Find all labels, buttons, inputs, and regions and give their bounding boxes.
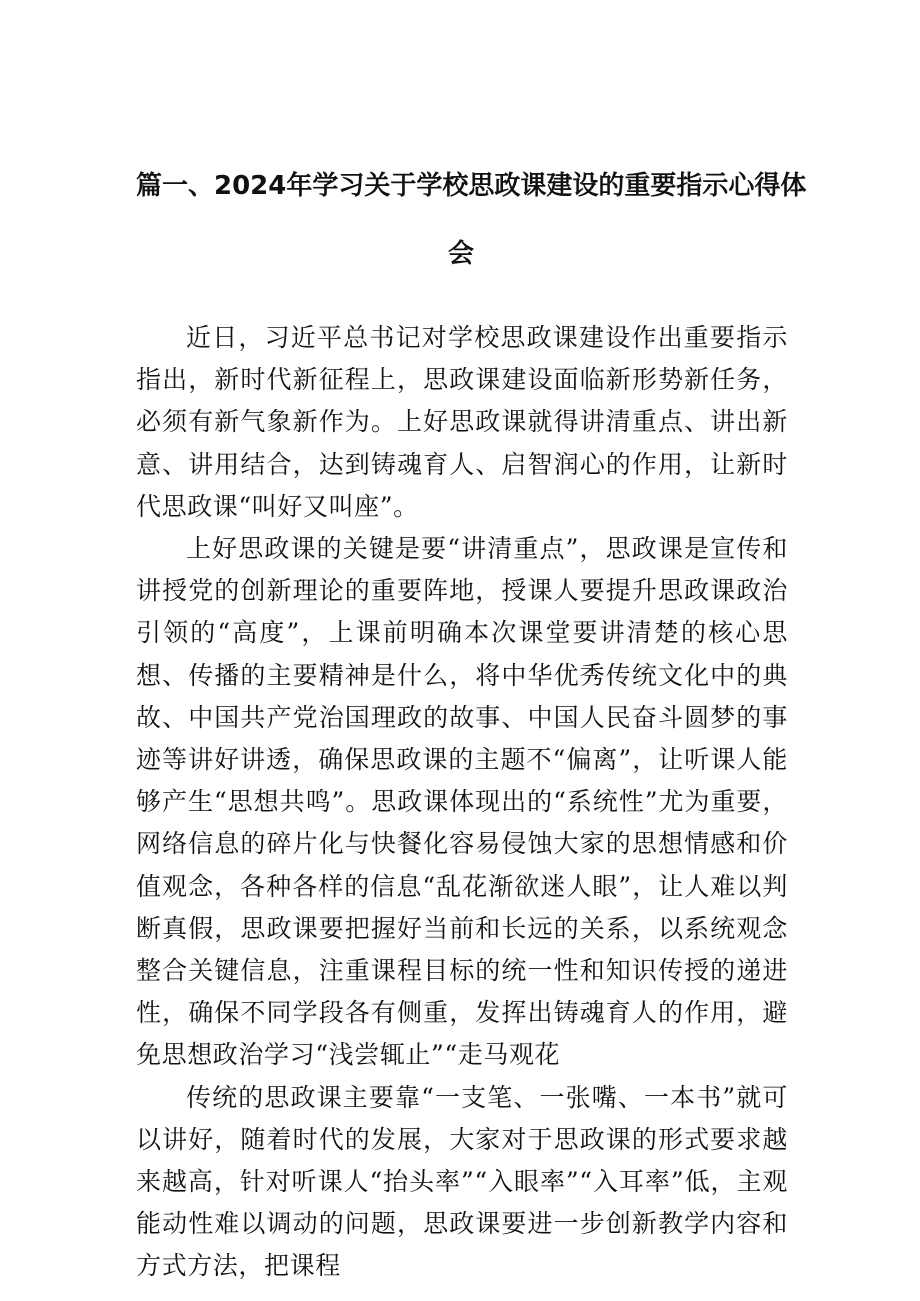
- paragraph-3: 传统的思政课主要靠“一支笔、一张嘴、一本书”就可以讲好，随着时代的发展，大家对于思政课的形式要求越来越高，针对听课人“抬头率”“入眼率”“入耳率”低，主观能动性难以调动的问题，思政课要进一步创新教学内容和方式方法，把课程: [136, 1082, 788, 1281]
- document-body: [136, 317, 788, 1288]
- document-title: [136, 152, 807, 288]
- document-title-line-1: 篇一、2024年学习关于学校思政课建设的重要指示心得体: [136, 171, 807, 201]
- paragraph-2: 上好思政课的关键是要“讲清重点”，思政课是宣传和讲授党的创新理论的重要阵地，授课人要提升思政课政治引领的“高度”，上课前明确本次课堂要讲清楚的核心思想、传播的主要精神是什么，将中华优秀传统文化中的典故、中国共产党治国理政的故事、中国人民奋斗圆梦的事迹等讲好讲透，确保思政课的主题不“偏离”，让听课人能够产生“思想共鸣”。思政课体现出的“系统性”尤为重要，网络信息的碎片化与快餐化容易侵蚀大家的思想情感和价值观念，各种各样的信息“乱花渐欲迷人眼”，让人难以判断真假，思政课要把握好当前和长远的关系，以系统观念整合关键信息，注重课程目标的统一性和知识传授的递进性，确保不同学段各有侧重，发挥出铸魂育人的作用，避免思想政治学习“浅尝辄止”“走马观花: [136, 534, 788, 1070]
- document-title-line-2: 会: [447, 239, 474, 269]
- paragraph-1: 近日，习近平总书记对学校思政课建设作出重要指示指出，新时代新征程上，思政课建设面临新形势新任务，必须有新气象新作为。上好思政课就得讲清重点、讲出新意、讲用结合，达到铸魂育人、启智润心的作用，让新时代思政课“叫好又叫座”。: [136, 323, 788, 521]
